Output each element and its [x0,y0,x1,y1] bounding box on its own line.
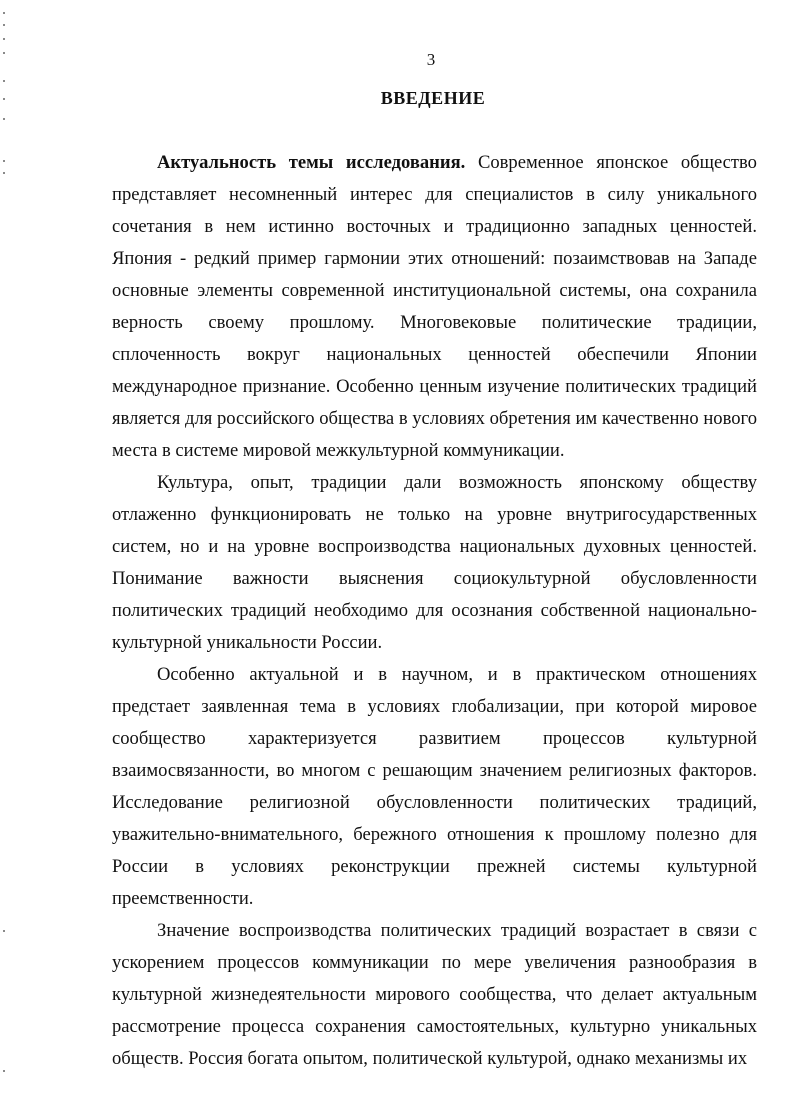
scan-dot [3,160,5,162]
scan-dot [3,930,5,932]
scan-margin-marks [3,0,9,1095]
paragraph [112,467,757,659]
paragraph-text: Особенно актуальной и в научном, и в практическом отношениях предстает заявленная тема в условиях глобализации, при которой мировое сообщество характеризуется развитием процессов культурной взаимосвязанности, во многом с решающим значением религиозных факторов. Исследование религиозной обусловленности политических традиций, уважительно-внимательного, бережного отношения к прошлому полезно для России в условиях реконструкции прежней системы культурной преемственности. [112,664,757,909]
scan-dot [3,118,5,120]
paragraph [112,147,757,467]
scan-dot [3,1070,5,1072]
scan-dot [3,80,5,82]
paragraph-text: Значение воспроизводства политических традиций возрастает в связи с ускорением процессов коммуникации по мере увеличения разнообразия в культурной жизнедеятельности мирового сообщества, что делает актуальным рассмотрение процесса сохранения самостоятельных, культурно уникальных обществ. Россия богата опытом, политической культурой, однако механизмы их [112,920,757,1069]
scan-dot [3,24,5,26]
scan-dot [3,172,5,174]
page-number: 3 [426,50,436,69]
paragraph [112,915,757,1075]
section-heading: ВВЕДЕНИЕ [380,88,486,108]
paragraph [112,659,757,915]
paragraph-text: Культура, опыт, традиции дали возможность японскому обществу отлаженно функционировать не только на уровне внутригосударственных систем, но и на уровне воспроизводства национальных духовных ценностей. Понимание важности выяснения социокультурной обусловленности политических традиций необходимо для осознания собственной национально-культурной уникальности России. [112,472,757,653]
paragraph-lead: Актуальность темы исследования. [157,152,466,173]
body-text [112,147,757,1075]
scan-dot [3,12,5,14]
paragraph-text: Современное японское общество представляет несомненный интерес для специалистов в силу уникального сочетания в нем истинно восточных и традиционно западных ценностей. Япония - редкий пример гармонии этих отношений: позаимствовав на Западе основные элементы современной институциональной системы, она сохранила верность своему прошлому. Многовековые политические традиции, сплоченность вокруг национальных ценностей обеспечили Японии международное признание. Особенно ценным изучение политических традиций является для российского общества в условиях обретения им качественно нового места в системе мировой межкультурной коммуникации. [112,152,757,461]
scan-dot [3,38,5,40]
